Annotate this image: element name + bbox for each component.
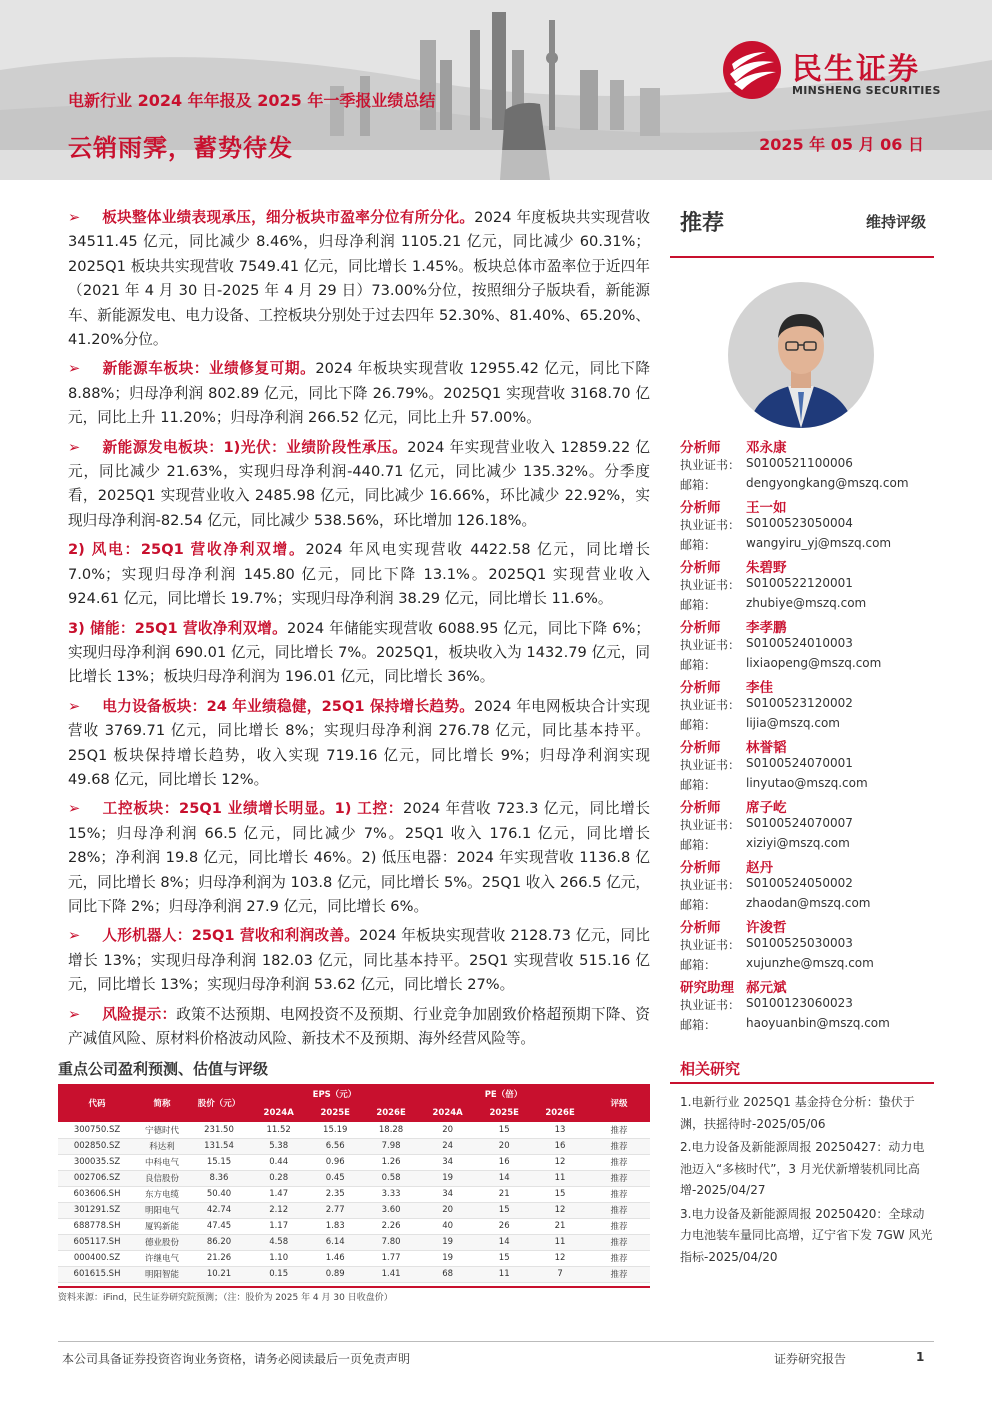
table-row bbox=[58, 1218, 650, 1234]
summary-paragraph bbox=[68, 538, 650, 611]
analyst-list bbox=[680, 436, 934, 1036]
analyst-name: 赵丹 bbox=[746, 860, 773, 876]
cell-name: 东方电缆 bbox=[136, 1186, 188, 1202]
analyst-role: 分析师 bbox=[680, 560, 721, 576]
cell-pe-2026e: 7 bbox=[532, 1266, 588, 1282]
analyst-cert: S0100525030003 bbox=[746, 936, 853, 950]
summary-paragraph bbox=[68, 797, 650, 919]
analyst-block bbox=[680, 856, 934, 916]
company-logo bbox=[722, 40, 972, 102]
analyst-cert: S0100523050004 bbox=[746, 516, 853, 530]
col-header-pe: PE（倍） bbox=[419, 1084, 588, 1103]
cell-eps-2025e: 0.96 bbox=[307, 1154, 363, 1170]
cell-price: 86.20 bbox=[188, 1234, 250, 1250]
cell-pe-2024a: 19 bbox=[419, 1170, 476, 1186]
cell-eps-2024a: 0.15 bbox=[250, 1266, 307, 1282]
analyst-name: 郝元斌 bbox=[746, 980, 787, 996]
cell-rating: 推荐 bbox=[588, 1266, 650, 1282]
summary-paragraph bbox=[68, 357, 650, 430]
cell-rating: 推荐 bbox=[588, 1186, 650, 1202]
cert-label: 执业证书： bbox=[680, 578, 741, 592]
paragraph-text: 2024 年板块实现营收 2128.73 亿元，同比增长 13%；实现归母净利润 182.03 亿元，同比基本持平。25Q1 实现营收 515.16 亿元，同比增长 13%；实现归母净利润 53.62 亿元，同比增长 27%。 bbox=[68, 927, 650, 994]
cell-price: 21.26 bbox=[188, 1250, 250, 1266]
cell-name: 明阳电气 bbox=[136, 1202, 188, 1218]
bullet-arrow-icon: ➢ bbox=[68, 697, 81, 715]
analyst-role: 研究助理 bbox=[680, 980, 734, 996]
bullet-arrow-icon: ➢ bbox=[68, 927, 81, 945]
analyst-email[interactable]: dengyongkang@mszq.com bbox=[746, 476, 909, 490]
analyst-name: 王一如 bbox=[746, 500, 787, 516]
cell-eps-2025e: 2.77 bbox=[307, 1202, 363, 1218]
cell-price: 15.15 bbox=[188, 1154, 250, 1170]
rating-box bbox=[670, 196, 934, 258]
cell-name: 德业股份 bbox=[136, 1234, 188, 1250]
analyst-cert: S0100524010003 bbox=[746, 636, 853, 650]
footer-report-type: 证券研究报告 bbox=[774, 1352, 847, 1366]
email-label: 邮箱： bbox=[680, 658, 717, 672]
cell-pe-2026e: 12 bbox=[532, 1250, 588, 1266]
cell-eps-2024a: 4.58 bbox=[250, 1234, 307, 1250]
analyst-email[interactable]: wangyiru_yj@mszq.com bbox=[746, 536, 892, 550]
table-row bbox=[58, 1138, 650, 1154]
page-number: 1 bbox=[916, 1350, 925, 1364]
cell-eps-2024a: 1.10 bbox=[250, 1250, 307, 1266]
col-header-eps-2025e: 2025E bbox=[307, 1103, 363, 1122]
paragraph-highlight: 风险提示： bbox=[102, 1005, 177, 1023]
cell-pe-2024a: 24 bbox=[419, 1138, 476, 1154]
sidebar bbox=[670, 196, 934, 1270]
cell-price: 47.45 bbox=[188, 1218, 250, 1234]
cell-eps-2024a: 11.52 bbox=[250, 1122, 307, 1138]
related-research-item[interactable]: 2.电力设备及新能源周报 20250427：动力电池迈入“多核时代”，3 月光伏新增装机同比高增-2025/04/27 bbox=[680, 1140, 925, 1197]
footer-disclaimer: 本公司具备证券投资咨询业务资格，请务必阅读最后一页免责声明 bbox=[62, 1352, 411, 1366]
cell-eps-2025e: 0.45 bbox=[307, 1170, 363, 1186]
cell-eps-2026e: 7.80 bbox=[363, 1234, 419, 1250]
table-row bbox=[58, 1154, 650, 1170]
table-title: 重点公司盈利预测、估值与评级 bbox=[58, 1060, 269, 1078]
col-header-code: 代码 bbox=[58, 1084, 136, 1122]
cell-eps-2026e: 1.77 bbox=[363, 1250, 419, 1266]
bullet-arrow-icon: ➢ bbox=[68, 800, 81, 818]
analyst-photo-area bbox=[670, 258, 934, 434]
analyst-cert: S0100524070007 bbox=[746, 816, 853, 830]
analyst-role: 分析师 bbox=[680, 500, 721, 516]
related-research-list bbox=[670, 1084, 934, 1268]
summary-paragraph bbox=[68, 1003, 650, 1052]
cell-rating: 推荐 bbox=[588, 1218, 650, 1234]
email-label: 邮箱： bbox=[680, 598, 717, 612]
report-header bbox=[0, 0, 992, 180]
cell-eps-2026e: 3.33 bbox=[363, 1186, 419, 1202]
cert-label: 执业证书： bbox=[680, 458, 741, 472]
cell-code: 301291.SZ bbox=[58, 1202, 136, 1218]
cell-pe-2025e: 15 bbox=[476, 1122, 532, 1138]
cell-pe-2026e: 13 bbox=[532, 1122, 588, 1138]
cell-pe-2025e: 15 bbox=[476, 1202, 532, 1218]
analyst-block bbox=[680, 736, 934, 796]
cell-code: 002706.SZ bbox=[58, 1170, 136, 1186]
col-header-eps-2026e: 2026E bbox=[363, 1103, 419, 1122]
cell-eps-2024a: 5.38 bbox=[250, 1138, 307, 1154]
analyst-block bbox=[680, 796, 934, 856]
paragraph-highlight: 板块整体业绩表现承压，细分板块市盈率分位有所分化。 bbox=[102, 209, 475, 226]
cell-code: 603606.SH bbox=[58, 1186, 136, 1202]
cert-label: 执业证书： bbox=[680, 638, 741, 652]
paragraph-highlight: 3) 储能：25Q1 营收净利双增。 bbox=[68, 619, 288, 637]
table-row bbox=[58, 1170, 650, 1186]
table-body bbox=[58, 1122, 650, 1282]
cell-pe-2024a: 68 bbox=[419, 1266, 476, 1282]
cell-pe-2024a: 40 bbox=[419, 1218, 476, 1234]
cert-label: 执业证书： bbox=[680, 758, 741, 772]
paragraph-text: 2024 年营收 723.3 亿元，同比增长 15%；归母净利润 66.5 亿元，同比减少 7%。25Q1 收入 176.1 亿元，同比增长 28%；净利润 19.8 亿元，同比增长 46%。2) 低压电器：2024 年实现营收 1136.8 亿元，同比增长 8%；归母净利润为 103.8 亿元，同比增长 5%。25Q1 收入 266.5 亿元，同比下降 2%；归母净利润 27.9 亿元，同比增长 6%。 bbox=[68, 800, 651, 915]
analyst-name: 邓永康 bbox=[746, 440, 787, 456]
analyst-role: 分析师 bbox=[680, 740, 721, 756]
email-label: 邮箱： bbox=[680, 478, 717, 492]
cell-price: 42.74 bbox=[188, 1202, 250, 1218]
paragraph-text: 2024 年度板块共实现营收 34511.45 亿元，同比减少 8.46%，归母净利润 1105.21 亿元，同比减少 60.31%；2025Q1 板块共实现营收 7549.41 亿元，同比增长 1.45%。板块总体市盈率位于近四年（2021 年 4 月 30 日-2025 年 4 月 29 日）73.00%分位，按照细分子版块看，新能源车、新能源发电、电力设备、工控板块分别处于过去四年 52.30%、81.40%、65.20%、41.20%分位。 bbox=[68, 209, 650, 349]
cell-code: 688778.SH bbox=[58, 1218, 136, 1234]
analyst-name: 李孝鹏 bbox=[746, 620, 787, 636]
paragraph-text: 2024 年储能实现营收 6088.95 亿元，同比下降 6%；实现归母净利润 690.01 亿元，同比增长 7%。2025Q1，板块收入为 1432.79 亿元，同比增长 13%；板块归母净利润为 196.01 亿元，同比增长 36%。 bbox=[68, 619, 650, 686]
cell-rating: 推荐 bbox=[588, 1250, 650, 1266]
report-title: 云销雨霁，蓄势待发 bbox=[68, 134, 293, 162]
cell-pe-2025e: 14 bbox=[476, 1234, 532, 1250]
email-label: 邮箱： bbox=[680, 898, 717, 912]
cell-eps-2025e: 15.19 bbox=[307, 1122, 363, 1138]
cell-eps-2024a: 1.47 bbox=[250, 1186, 307, 1202]
cell-price: 50.40 bbox=[188, 1186, 250, 1202]
cell-pe-2025e: 21 bbox=[476, 1186, 532, 1202]
col-header-eps-2024a: 2024A bbox=[250, 1103, 307, 1122]
paragraph-text: 2024 年电网板块合计实现营收 3769.71 亿元，同比增长 8%；实现归母净利润 276.78 亿元，同比基本持平。25Q1 板块保持增长趋势，收入实现 719.16 亿元，同比增长 9%；归母净利润实现 49.68 亿元，同比增长 12%。 bbox=[68, 697, 651, 788]
cell-price: 131.54 bbox=[188, 1138, 250, 1154]
cell-rating: 推荐 bbox=[588, 1122, 650, 1138]
cell-name: 中科电气 bbox=[136, 1154, 188, 1170]
cell-pe-2026e: 12 bbox=[532, 1154, 588, 1170]
email-label: 邮箱： bbox=[680, 1018, 717, 1032]
cell-eps-2026e: 1.26 bbox=[363, 1154, 419, 1170]
cert-label: 执业证书： bbox=[680, 938, 741, 952]
analyst-block bbox=[680, 616, 934, 676]
table-row bbox=[58, 1250, 650, 1266]
summary-paragraph bbox=[68, 206, 650, 352]
logo-english-name: MINSHENG SECURITIES bbox=[792, 84, 941, 97]
col-header-name: 简称 bbox=[136, 1084, 188, 1122]
summary-paragraph bbox=[68, 695, 650, 793]
analyst-email[interactable]: zhubiye@mszq.com bbox=[746, 596, 867, 610]
summary-column bbox=[68, 206, 650, 1056]
cell-pe-2024a: 20 bbox=[419, 1202, 476, 1218]
analyst-email[interactable]: lixiaopeng@mszq.com bbox=[746, 656, 882, 670]
cell-pe-2026e: 15 bbox=[532, 1186, 588, 1202]
cell-name: 良信股份 bbox=[136, 1170, 188, 1186]
cell-pe-2024a: 34 bbox=[419, 1186, 476, 1202]
analyst-block bbox=[680, 916, 934, 976]
related-research-title: 相关研究 bbox=[670, 1058, 934, 1084]
cell-pe-2024a: 19 bbox=[419, 1250, 476, 1266]
analyst-block bbox=[680, 556, 934, 616]
cell-pe-2026e: 11 bbox=[532, 1234, 588, 1250]
email-label: 邮箱： bbox=[680, 838, 717, 852]
cell-name: 厦钨新能 bbox=[136, 1218, 188, 1234]
analyst-cert: S0100521100006 bbox=[746, 456, 853, 470]
table-row bbox=[58, 1234, 650, 1250]
cell-eps-2024a: 2.12 bbox=[250, 1202, 307, 1218]
analyst-email[interactable]: zhaodan@mszq.com bbox=[746, 896, 871, 910]
report-subtitle: 电新行业 2024 年年报及 2025 年一季报业绩总结 bbox=[68, 91, 436, 110]
cert-label: 执业证书： bbox=[680, 698, 741, 712]
analyst-cert: S0100523120002 bbox=[746, 696, 853, 710]
table-row bbox=[58, 1266, 650, 1282]
paragraph-highlight: 工控板块：25Q1 业绩增长明显。1) 工控： bbox=[102, 800, 404, 818]
analyst-email[interactable]: xiziyi@mszq.com bbox=[746, 836, 850, 850]
cell-eps-2025e: 1.46 bbox=[307, 1250, 363, 1266]
table-source-note: 资料来源：iFind，民生证券研究院预测；（注：股价为 2025 年 4 月 30 日收盘价） bbox=[58, 1293, 393, 1303]
cell-pe-2026e: 21 bbox=[532, 1218, 588, 1234]
bullet-arrow-icon: ➢ bbox=[68, 209, 81, 226]
cell-price: 231.50 bbox=[188, 1122, 250, 1138]
analyst-email[interactable]: xujunzhe@mszq.com bbox=[746, 956, 874, 970]
cell-pe-2025e: 15 bbox=[476, 1250, 532, 1266]
col-header-pe-2024a: 2024A bbox=[419, 1103, 476, 1122]
cell-pe-2025e: 14 bbox=[476, 1170, 532, 1186]
cell-name: 宁德时代 bbox=[136, 1122, 188, 1138]
analyst-cert: S0100522120001 bbox=[746, 576, 853, 590]
analyst-role: 分析师 bbox=[680, 920, 721, 936]
cell-eps-2025e: 6.56 bbox=[307, 1138, 363, 1154]
paragraph-highlight: 电力设备板块：24 年业绩稳健，25Q1 保持增长趋势。 bbox=[102, 697, 475, 715]
analyst-email[interactable]: lijia@mszq.com bbox=[746, 716, 840, 730]
analyst-name: 许浚哲 bbox=[746, 920, 787, 936]
analyst-role: 分析师 bbox=[680, 680, 721, 696]
related-research-item[interactable]: 3.电力设备及新能源周报 20250420：全球动力电池装车量同比高增，辽宁省下发 7GW 风光指标-2025/04/20 bbox=[680, 1206, 933, 1264]
related-research-item[interactable]: 1.电新行业 2025Q1 基金持仓分析：蛰伏于渊，扶摇待时-2025/05/06 bbox=[680, 1095, 915, 1131]
cell-code: 300750.SZ bbox=[58, 1122, 136, 1138]
cell-code: 601615.SH bbox=[58, 1266, 136, 1282]
analyst-cert: S0100123060023 bbox=[746, 996, 853, 1010]
col-header-rating: 评级 bbox=[588, 1084, 650, 1122]
analyst-block bbox=[680, 436, 934, 496]
cell-eps-2026e: 18.28 bbox=[363, 1122, 419, 1138]
cell-rating: 推荐 bbox=[588, 1234, 650, 1250]
col-header-pe-2026e: 2026E bbox=[532, 1103, 588, 1122]
cell-pe-2025e: 16 bbox=[476, 1154, 532, 1170]
cell-price: 8.36 bbox=[188, 1170, 250, 1186]
analyst-role: 分析师 bbox=[680, 620, 721, 636]
analyst-block bbox=[680, 676, 934, 736]
analyst-email[interactable]: linyutao@mszq.com bbox=[746, 776, 868, 790]
cell-eps-2024a: 1.17 bbox=[250, 1218, 307, 1234]
cell-eps-2026e: 2.26 bbox=[363, 1218, 419, 1234]
col-header-price: 股价（元） bbox=[188, 1084, 250, 1122]
summary-paragraph bbox=[68, 924, 650, 997]
paragraph-highlight: 人形机器人：25Q1 营收和利润改善。 bbox=[102, 927, 360, 945]
email-label: 邮箱： bbox=[680, 958, 717, 972]
analyst-cert: S0100524050002 bbox=[746, 876, 853, 890]
cell-pe-2026e: 16 bbox=[532, 1138, 588, 1154]
cell-eps-2024a: 0.44 bbox=[250, 1154, 307, 1170]
paragraph-text: 2024 年风电实现营收 4422.58 亿元，同比增长 7.0%；实现归母净利润 145.80 亿元，同比下降 13.1%。2025Q1 实现营业收入 924.61 亿元，同比增长 19.7%；实现归母净利润 38.29 亿元，同比增长 11.6%。 bbox=[68, 541, 650, 608]
cell-code: 605117.SH bbox=[58, 1234, 136, 1250]
cert-label: 执业证书： bbox=[680, 878, 741, 892]
analyst-name: 林誉韬 bbox=[746, 740, 787, 756]
cell-pe-2025e: 20 bbox=[476, 1138, 532, 1154]
cell-rating: 推荐 bbox=[588, 1170, 650, 1186]
footer-divider bbox=[58, 1341, 934, 1342]
analyst-email[interactable]: haoyuanbin@mszq.com bbox=[746, 1016, 890, 1030]
bullet-arrow-icon: ➢ bbox=[68, 438, 81, 456]
paragraph-highlight: 新能源发电板块：1)光伏：业绩阶段性承压。 bbox=[102, 438, 408, 456]
col-header-pe-2025e: 2025E bbox=[476, 1103, 532, 1122]
table-row bbox=[58, 1122, 650, 1138]
cell-eps-2026e: 0.58 bbox=[363, 1170, 419, 1186]
cell-eps-2024a: 0.28 bbox=[250, 1170, 307, 1186]
cert-label: 执业证书： bbox=[680, 818, 741, 832]
paragraph-highlight: 2) 风电：25Q1 营收净利双增。 bbox=[68, 541, 306, 559]
cell-pe-2024a: 34 bbox=[419, 1154, 476, 1170]
analyst-block bbox=[680, 976, 934, 1036]
cell-rating: 推荐 bbox=[588, 1154, 650, 1170]
paragraph-text: 2024 年实现营业收入 12859.22 亿元，同比减少 21.63%，实现归母净利润-440.71 亿元，同比减少 135.32%。分季度看，2025Q1 实现营业收入 2485.98 亿元，同比减少 16.66%，环比减少 22.92%，实现归母净利润-82.54 亿元，同比减少 538.56%，环比增加 126.18%。 bbox=[68, 438, 650, 529]
cell-eps-2025e: 6.14 bbox=[307, 1234, 363, 1250]
cell-eps-2026e: 7.98 bbox=[363, 1138, 419, 1154]
cell-code: 000400.SZ bbox=[58, 1250, 136, 1266]
bullet-arrow-icon: ➢ bbox=[68, 360, 81, 378]
cell-pe-2024a: 20 bbox=[419, 1122, 476, 1138]
cert-label: 执业证书： bbox=[680, 998, 741, 1012]
cell-pe-2025e: 11 bbox=[476, 1266, 532, 1282]
col-header-eps: EPS（元） bbox=[250, 1084, 419, 1103]
cell-pe-2026e: 12 bbox=[532, 1202, 588, 1218]
table-row bbox=[58, 1202, 650, 1218]
paragraph-text: 政策不达预期、电网投资不及预期、行业竞争加剧致价格超预期下降、资产减值风险、原材料价格波动风险、新技术不及预期、海外经营风险等。 bbox=[68, 1005, 650, 1047]
table-row bbox=[58, 1186, 650, 1202]
bullet-arrow-icon: ➢ bbox=[68, 1005, 81, 1023]
analyst-role: 分析师 bbox=[680, 800, 721, 816]
cell-code: 002850.SZ bbox=[58, 1138, 136, 1154]
rating-status: 维持评级 bbox=[865, 213, 926, 231]
summary-paragraph bbox=[68, 617, 650, 690]
cell-eps-2026e: 1.41 bbox=[363, 1266, 419, 1282]
analyst-cert: S0100524070001 bbox=[746, 756, 853, 770]
analyst-name: 朱碧野 bbox=[746, 560, 787, 576]
analyst-photo bbox=[728, 282, 874, 428]
analyst-block bbox=[680, 496, 934, 556]
logo-chinese-name: 民生证券 bbox=[792, 52, 920, 87]
email-label: 邮箱： bbox=[680, 718, 717, 732]
cell-pe-2025e: 26 bbox=[476, 1218, 532, 1234]
email-label: 邮箱： bbox=[680, 778, 717, 792]
cell-eps-2025e: 0.89 bbox=[307, 1266, 363, 1282]
table-bottom-rule bbox=[58, 1286, 650, 1288]
cell-rating: 推荐 bbox=[588, 1138, 650, 1154]
cell-price: 10.21 bbox=[188, 1266, 250, 1282]
cell-pe-2026e: 11 bbox=[532, 1170, 588, 1186]
analyst-role: 分析师 bbox=[680, 440, 721, 456]
rating-value: 推荐 bbox=[680, 211, 725, 236]
paragraph-highlight: 新能源车板块：业绩修复可期。 bbox=[102, 360, 316, 378]
report-date: 2025 年 05 月 06 日 bbox=[759, 135, 924, 154]
cell-eps-2026e: 3.60 bbox=[363, 1202, 419, 1218]
analyst-name: 李佳 bbox=[746, 680, 773, 696]
analyst-role: 分析师 bbox=[680, 860, 721, 876]
cell-code: 300035.SZ bbox=[58, 1154, 136, 1170]
cert-label: 执业证书： bbox=[680, 518, 741, 532]
summary-paragraph bbox=[68, 436, 650, 534]
cell-eps-2025e: 1.83 bbox=[307, 1218, 363, 1234]
cell-name: 明阳智能 bbox=[136, 1266, 188, 1282]
cell-eps-2025e: 2.35 bbox=[307, 1186, 363, 1202]
paragraph-text: 2024 年板块实现营收 12955.42 亿元，同比下降 8.88%；归母净利润 802.89 亿元，同比下降 26.79%。2025Q1 实现营收 3168.70 亿元，同比上升 11.20%；归母净利润 266.52 亿元，同比上升 57.00%。 bbox=[68, 360, 650, 427]
cell-name: 科达利 bbox=[136, 1138, 188, 1154]
email-label: 邮箱： bbox=[680, 538, 717, 552]
cell-pe-2024a: 19 bbox=[419, 1234, 476, 1250]
cell-name: 许继电气 bbox=[136, 1250, 188, 1266]
analyst-name: 席子屹 bbox=[746, 800, 787, 816]
cell-rating: 推荐 bbox=[588, 1202, 650, 1218]
forecast-table bbox=[58, 1084, 650, 1283]
minsheng-logo-icon bbox=[722, 40, 782, 100]
